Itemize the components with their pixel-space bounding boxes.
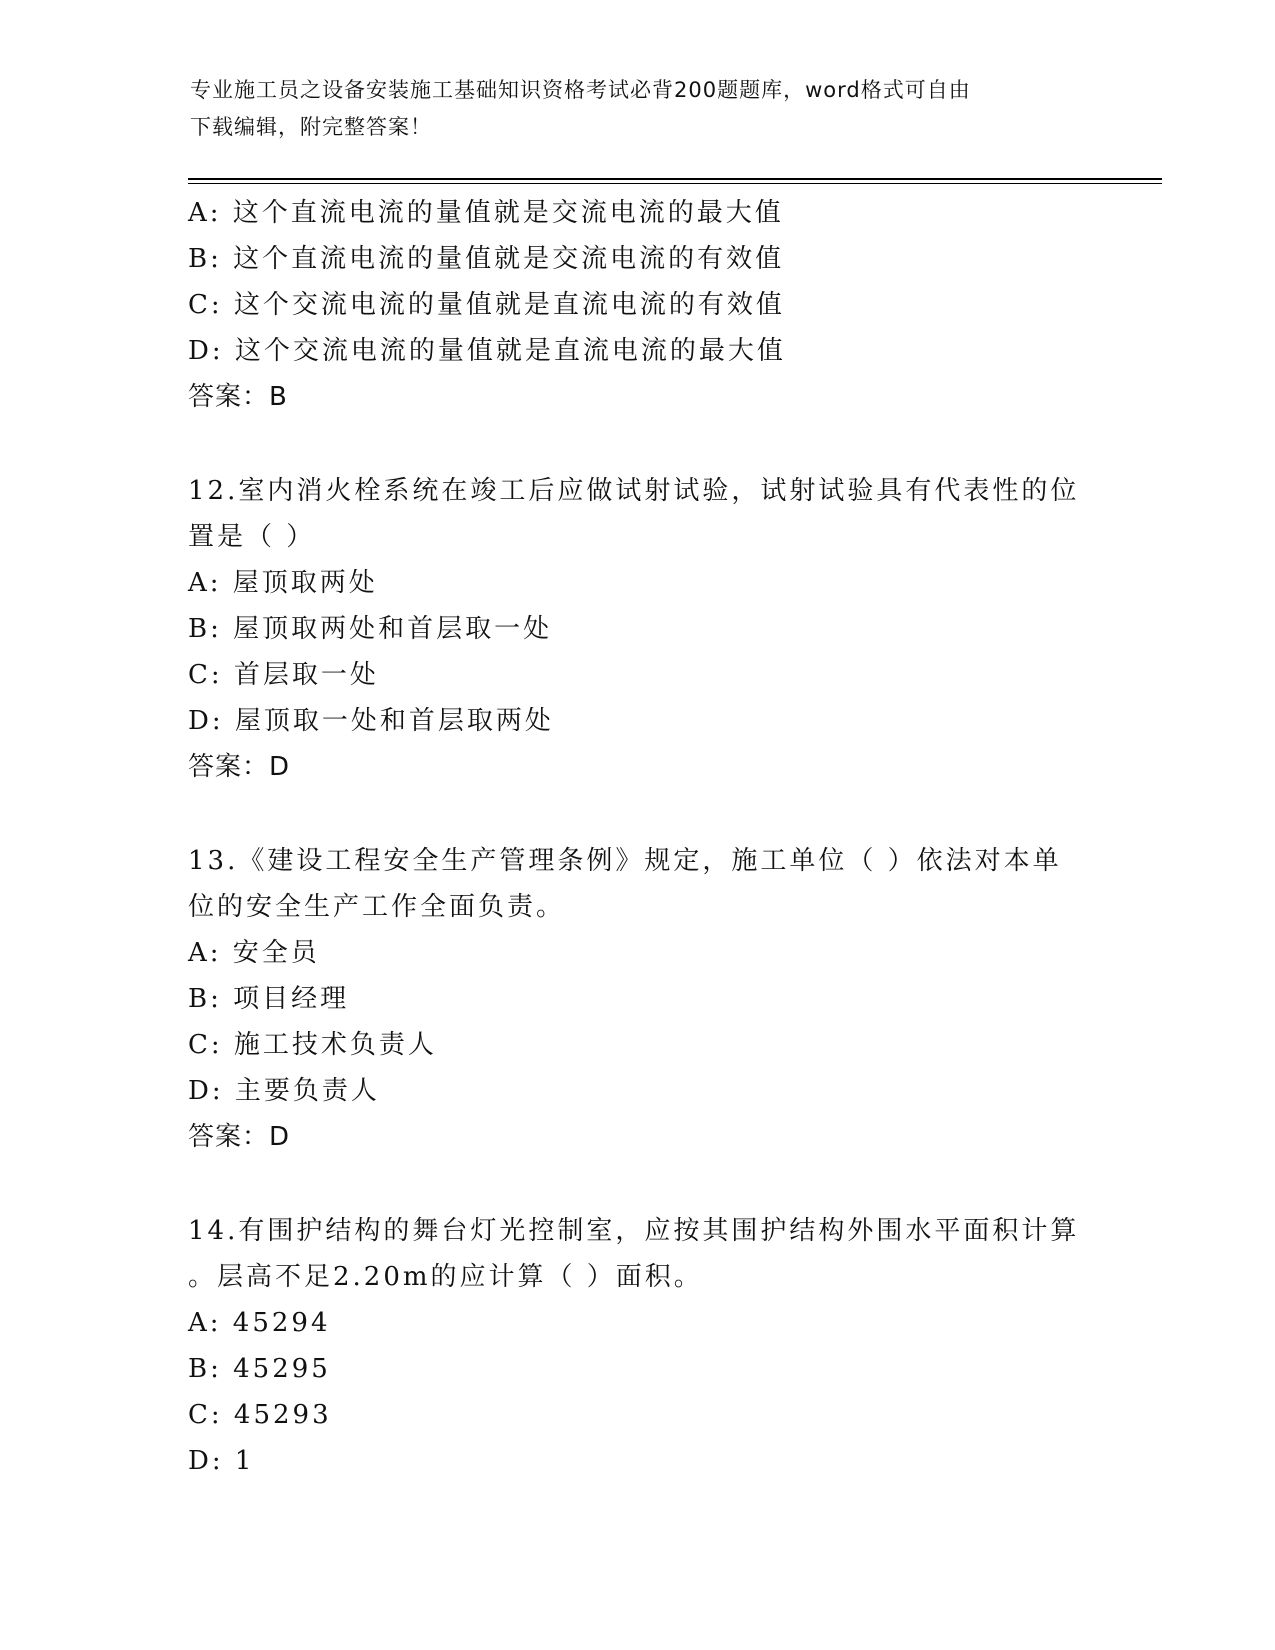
question-stem-line-1: 13.《建设工程安全生产管理条例》规定，施工单位（ ）依法对本单 bbox=[188, 846, 1062, 876]
option-c: C: 施工技术负责人 bbox=[188, 1030, 437, 1060]
option-a: A: 这个直流电流的量值就是交流电流的最大值 bbox=[188, 198, 784, 228]
document-header bbox=[190, 72, 1070, 146]
option-d: D: 1 bbox=[188, 1446, 255, 1476]
option-c: C: 这个交流电流的量值就是直流电流的有效值 bbox=[188, 290, 785, 320]
header-divider-thin bbox=[188, 183, 1162, 184]
option-d: D: 主要负责人 bbox=[188, 1076, 380, 1106]
answer-text: 答案：B bbox=[188, 382, 288, 412]
answer-text: 答案：D bbox=[188, 752, 291, 782]
question-stem-line-2: 置是（ ） bbox=[188, 522, 316, 552]
question-11 bbox=[188, 190, 1088, 420]
question-stem-line-2: 位的安全生产工作全面负责。 bbox=[188, 892, 566, 922]
option-b: B: 项目经理 bbox=[188, 984, 350, 1014]
question-stem-line-2: 。层高不足2.20m的应计算（ ）面积。 bbox=[188, 1262, 703, 1292]
option-c: C: 首层取一处 bbox=[188, 660, 379, 690]
option-c: C: 45293 bbox=[188, 1400, 332, 1430]
header-line-2: 下载编辑，附完整答案！ bbox=[190, 115, 432, 139]
option-b: B: 这个直流电流的量值就是交流电流的有效值 bbox=[188, 244, 785, 274]
question-14 bbox=[188, 1208, 1088, 1484]
question-13 bbox=[188, 838, 1088, 1160]
question-12 bbox=[188, 468, 1088, 790]
question-stem-line-1: 14.有围护结构的舞台灯光控制室，应按其围护结构外围水平面积计算 bbox=[188, 1216, 1080, 1246]
question-list bbox=[188, 190, 1088, 1484]
spacer bbox=[188, 420, 1088, 468]
header-line-1: 专业施工员之设备安装施工基础知识资格考试必背200题题库，word格式可自由 bbox=[190, 78, 971, 102]
option-a: A: 45294 bbox=[188, 1308, 331, 1338]
option-d: D: 这个交流电流的量值就是直流电流的最大值 bbox=[188, 336, 786, 366]
question-stem-line-1: 12.室内消火栓系统在竣工后应做试射试验，试射试验具有代表性的位 bbox=[188, 476, 1080, 506]
option-d: D: 屋顶取一处和首层取两处 bbox=[188, 706, 554, 736]
answer-text: 答案：D bbox=[188, 1122, 291, 1152]
option-a: A: 屋顶取两处 bbox=[188, 568, 378, 598]
option-b: B: 45295 bbox=[188, 1354, 331, 1384]
spacer bbox=[188, 1160, 1088, 1208]
option-b: B: 屋顶取两处和首层取一处 bbox=[188, 614, 553, 644]
header-divider-thick bbox=[188, 178, 1162, 180]
option-a: A: 安全员 bbox=[188, 938, 320, 968]
spacer bbox=[188, 790, 1088, 838]
